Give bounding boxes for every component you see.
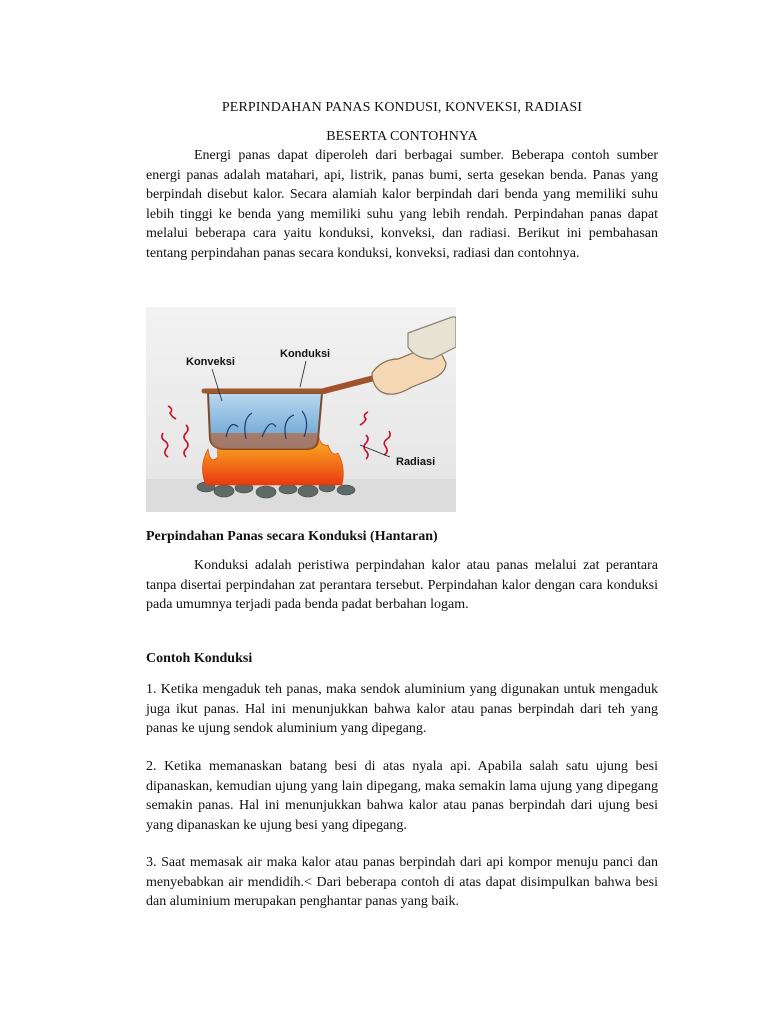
document-header	[146, 98, 658, 264]
example-item	[146, 680, 658, 739]
label-konduksi: Konduksi	[280, 348, 331, 360]
examples-heading: Contoh Konduksi	[146, 651, 253, 666]
example-1: 1. Ketika mengaduk teh panas, maka sendok aluminium yang digunakan untuk mengaduk juga ikut panas. Hal ini menunjukkan bahwa kalor atau panas berpindah dari teh yang panas ke ujung sendok aluminium yang dipegang.	[146, 682, 658, 737]
example-item	[146, 853, 658, 912]
page-subtitle: BESERTA CONTOHNYA	[326, 129, 478, 144]
heat-transfer-illustration	[146, 307, 456, 512]
example-item	[146, 757, 658, 835]
intro-paragraph: Energi panas dapat diperoleh dari berbagai sumber. Beberapa contoh sumber energi panas adalah matahari, api, listrik, panas bumi, serta gesekan benda. Panas yang berpindah disebut kalor. Secara alamiah kalor berpindah dari benda yang memiliki suhu lebih tinggi ke benda yang memiliki suhu yang lebih rendah. Perpindahan panas dapat melalui beberapa cara yaitu konduksi, konveksi, dan radiasi. Berikut ini pembahasan tentang perpindahan panas secara konduksi, konveksi, radiasi dan contohnya.	[146, 148, 658, 261]
page-title: PERPINDAHAN PANAS KONDUSI, KONVEKSI, RADIASI	[221, 100, 583, 115]
example-3: 3. Saat memasak air maka kalor atau panas berpindah dari api kompor menuju panci dan menyebabkan air mendidih.< Dari beberapa contoh di atas dapat disimpulkan bahwa besi dan aluminium merupakan penghantar panas yang baik.	[146, 855, 658, 910]
label-konveksi: Konveksi	[186, 356, 235, 368]
section-heading: Perpindahan Panas secara Konduksi (Hantaran)	[146, 529, 438, 544]
example-2: 2. Ketika memanaskan batang besi di atas nyala api. Apabila salah satu ujung besi dipanaskan, kemudian ujung yang lain dipegang, maka semakin lama ujung yang dipegang semakin panas. Hal ini menunjukkan bahwa kalor atau panas berpindah dari ujung besi yang dipanaskan ke ujung besi yang dipegang.	[146, 759, 658, 833]
section-paragraph: Konduksi adalah peristiwa perpindahan kalor atau panas melalui zat perantara tanpa disertai perpindahan zat perantara tersebut. Perpindahan kalor dengan cara konduksi pada umumnya terjadi pada benda padat berbahan logam.	[146, 558, 658, 613]
label-radiasi: Radiasi	[396, 456, 436, 468]
section-body	[146, 556, 658, 615]
